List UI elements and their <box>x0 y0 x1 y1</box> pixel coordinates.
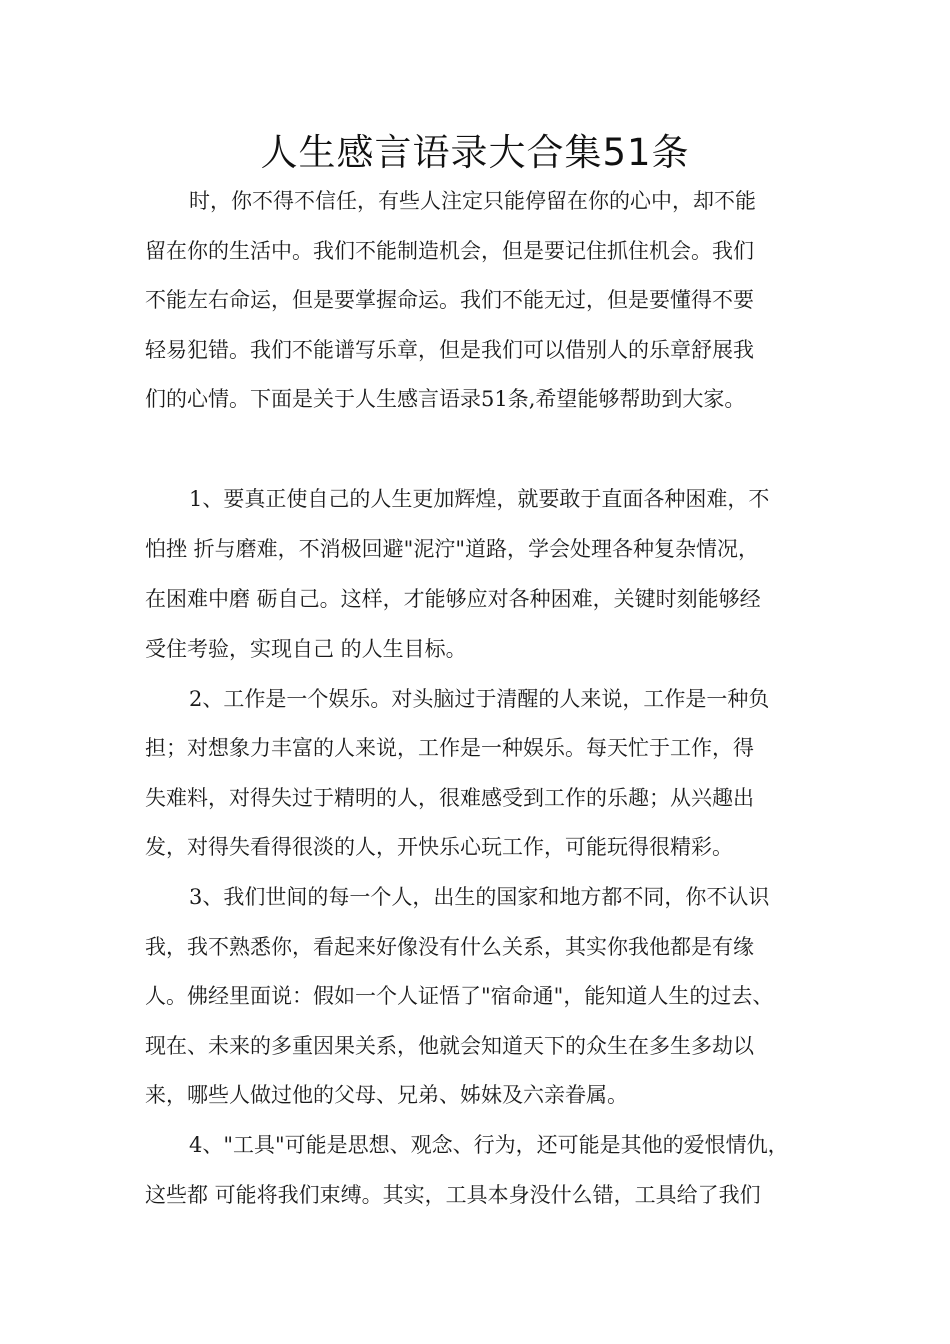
intro-line-3: 不能左右命运，但是要掌握命运。我们不能无过，但是要懂得不要 <box>145 288 754 312</box>
intro-line-5: 们的心情。下面是关于人生感言语录51条,希望能够帮助到大家。 <box>145 387 746 411</box>
item3-line-5: 来，哪些人做过他的父母、兄弟、姊妹及六亲眷属。 <box>145 1083 628 1107</box>
item4-line-1: 4、"工具"可能是思想、观念、行为，还可能是其他的爱恨情仇， <box>189 1133 789 1157</box>
item3-line-2: 我，我不熟悉你，看起来好像没有什么关系，其实你我他都是有缘 <box>145 935 754 959</box>
intro-line-2: 留在你的生活中。我们不能制造机会，但是要记住抓住机会。我们 <box>145 239 754 263</box>
item3-line-4: 现在、未来的多重因果关系，他就会知道天下的众生在多生多劫以 <box>145 1034 754 1058</box>
intro-line-1: 时，你不得不信任，有些人注定只能停留在你的心中，却不能 <box>189 189 756 213</box>
item1-line-3: 在困难中磨 砺自己。这样，才能够应对各种困难，关键时刻能够经 <box>145 587 761 611</box>
item2-line-2: 担；对想象力丰富的人来说，工作是一种娱乐。每天忙于工作，得 <box>145 736 754 760</box>
document-title: 人生感言语录大合集51条 <box>260 131 690 174</box>
item4-line-2: 这些都 可能将我们束缚。其实，工具本身没什么错，工具给了我们 <box>145 1183 761 1207</box>
item1-line-1: 1、要真正使自己的人生更加辉煌，就要敢于直面各种困难，不 <box>189 487 770 511</box>
intro-line-4: 轻易犯错。我们不能谱写乐章，但是我们可以借别人的乐章舒展我 <box>145 338 754 362</box>
item3-line-3: 人。佛经里面说：假如一个人证悟了"宿命通"，能知道人生的过去、 <box>145 984 774 1008</box>
item2-line-4: 发，对得失看得很淡的人，开快乐心玩工作，可能玩得很精彩。 <box>145 835 733 859</box>
item1-line-2: 怕挫 折与磨难，不消极回避"泥泞"道路，学会处理各种复杂情况， <box>145 537 759 561</box>
item3-line-1: 3、我们世间的每一个人，出生的国家和地方都不同，你不认识 <box>189 885 770 909</box>
item1-line-4: 受住考验，实现自己 的人生目标。 <box>145 637 467 661</box>
item2-line-3: 失难料，对得失过于精明的人，很难感受到工作的乐趣；从兴趣出 <box>145 786 754 810</box>
item2-line-1: 2、工作是一个娱乐。对头脑过于清醒的人来说，工作是一种负 <box>189 687 770 711</box>
